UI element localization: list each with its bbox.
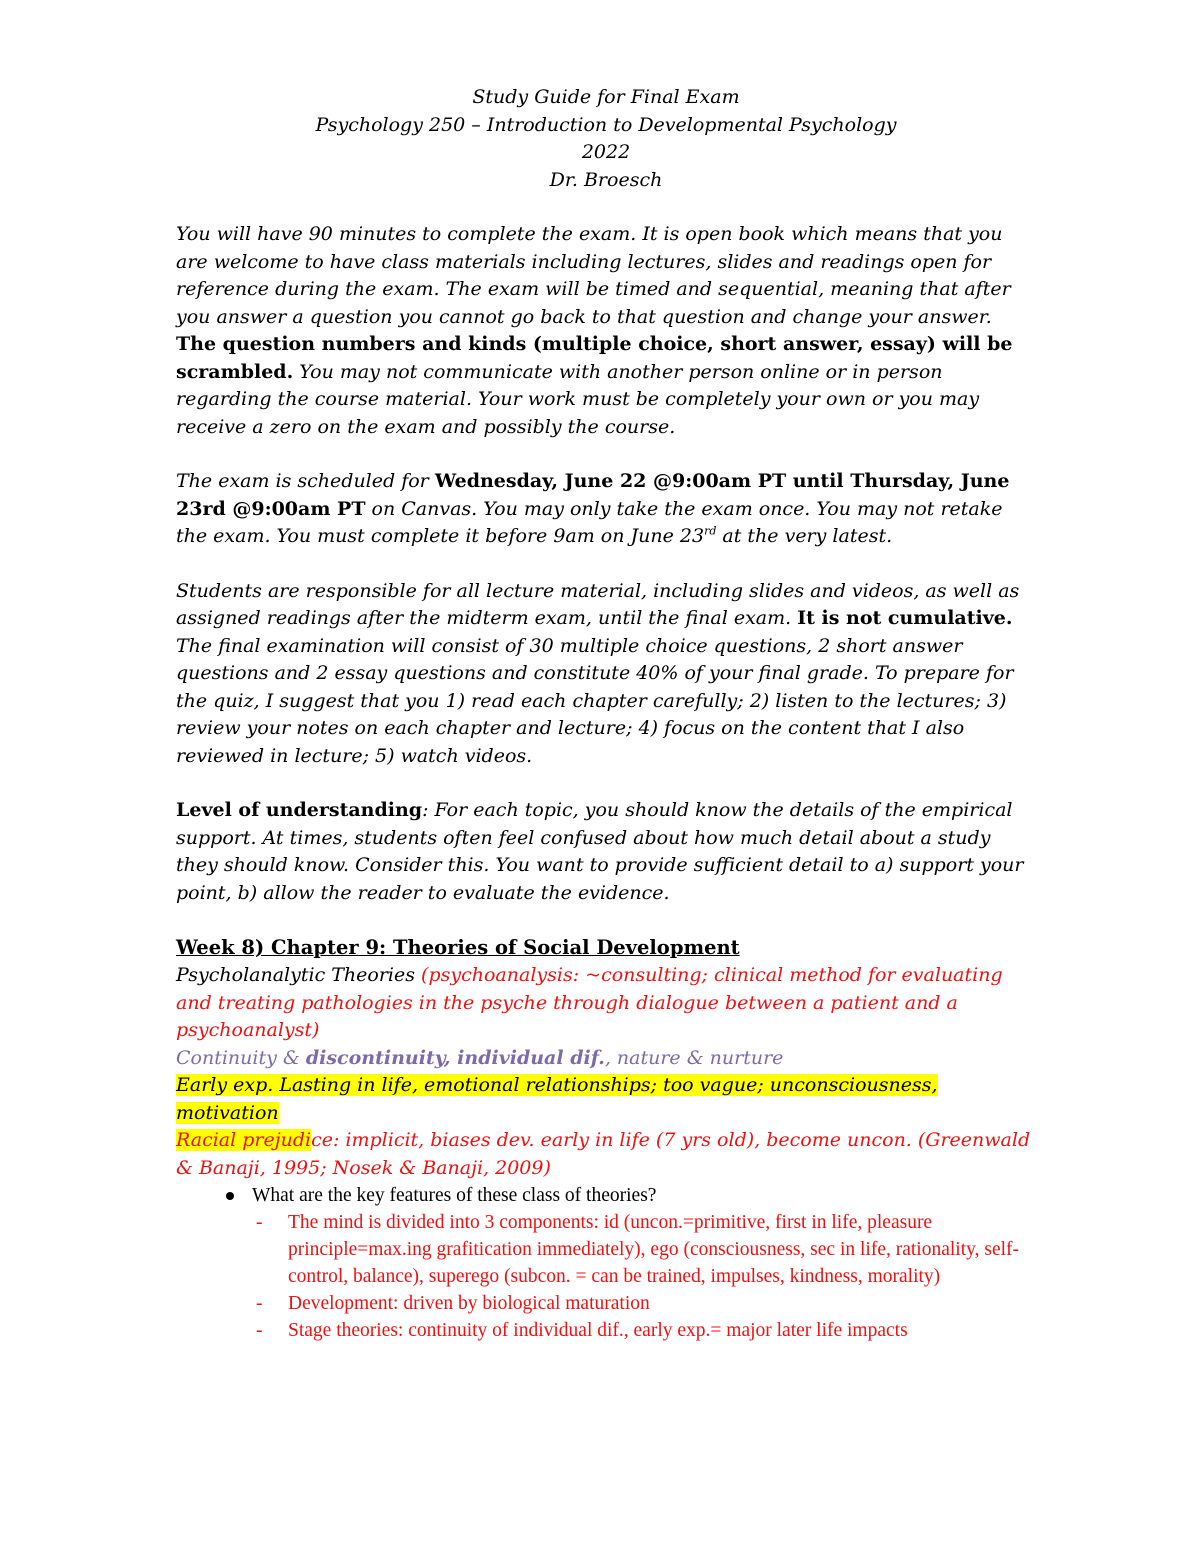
dash-item [176, 1290, 1036, 1317]
schedule-paragraph [176, 468, 1036, 551]
schedule-text-a: The exam is scheduled for [176, 470, 429, 492]
year: 2022 [581, 141, 631, 163]
bullet-dot-icon [226, 1192, 234, 1200]
schedule-text-d: at the very latest. [722, 525, 893, 547]
course-name: Psychology 250 – Introduction to Developmental Psychology [315, 113, 897, 136]
dash-text: Stage theories: continuity of individual dif., early exp.= major later life impacts [288, 1320, 908, 1341]
continuity-line [176, 1045, 1036, 1073]
understanding-text: : For each topic, you should know the details of the empirical support. At times, students often feel confused about how much detail about a study they should know. Consider this. You want to provide sufficient detail to a) support your point, b) allow the reader to evaluate the evidence. [176, 799, 1024, 904]
intro-text-a: You will have 90 minutes to complete the exam. It is open book which means that you are welcome to have class materials including lectures, slides and readings open for reference during the exam. The exam will be timed and sequential, meaning that after you answer a question you cannot go back to that question and change your answer. [176, 223, 1011, 328]
psychoanalytic-line [176, 962, 1036, 1045]
doc-title: Study Guide for Final Exam [472, 86, 740, 108]
early-exp-highlight: Early exp. Lasting in life, emotional relationships; too vague; unconsciousness, motivation [176, 1074, 938, 1124]
responsibility-text-c: The final examination will consist of 30 multiple choice questions, 2 short answer questions and 2 essay questions and constitute 40% of your final grade. To prepare for the quiz, I suggest that you 1) read each chapter carefully; 2) listen to the lectures; 3) review your notes on each chapter and lecture; 4) focus on the content that I also reviewed in lecture; 5) watch videos. [176, 634, 1014, 767]
continuity-c: , nature & nurture [604, 1046, 784, 1069]
dash-item [176, 1317, 1036, 1344]
dash-icon: - [256, 1212, 263, 1233]
intro-paragraph [176, 221, 1036, 441]
key-features-list [176, 1182, 1036, 1344]
responsibility-text-a: Students are responsible for all lecture material, including slides and videos, as well as assigned readings after the midterm exam, until the final exam. [176, 579, 1020, 629]
responsibility-paragraph: Students are responsible for all lecture material, including slides and videos, as well as assigned readings after the midterm exam, until the final exam. It is not cumulative. The final examination will consist of 30 multiple choice questions, 2 short answer questions and 2 essay questions and constitute 40% of your final grade. To prepare for the quiz, I suggest that you 1) read each chapter carefully; 2) listen to the lectures; 3) review your notes on each chapter and lecture; 4) focus on the content that I also reviewed in lecture; 5) watch videos. [176, 579, 1020, 767]
dash-text: Development: driven by biological maturation [288, 1293, 650, 1314]
continuity-a: Continuity & [176, 1046, 300, 1069]
psychoanalytic-note: (psychoanalysis: ~consulting; clinical method for evaluating and treating pathologies in the psyche through dialogue between a patient and a psychoanalyst) [176, 964, 1003, 1041]
early-exp-line [176, 1072, 1036, 1127]
continuity-b: discontinuity, individual dif. [305, 1046, 605, 1069]
schedule-sup: rd [704, 524, 717, 538]
document-body [176, 84, 1036, 1344]
bullet-text: What are the key features of these class of theories? [252, 1185, 657, 1206]
instructor: Dr. Broesch [549, 168, 663, 191]
racial-prejudice-highlight: Racial prejudi [176, 1129, 312, 1151]
schedule-text-c: on Canvas. You may only take the exam once. You may not retake the exam. You must complete it before 9am on June 23 [176, 497, 1003, 547]
section-heading-week8: Week 8) Chapter 9: Theories of Social Development [176, 936, 740, 959]
dash-icon: - [256, 1293, 263, 1314]
racial-prejudice-line [176, 1127, 1036, 1182]
dash-text: The mind is divided into 3 components: id (uncon.=primitive, first in life, pleasure principle=max.ing grafitication immediately), ego (consciousness, sec in life, rationality, self-control, balance), superego (subcon. = can be trained, impulses, kindness, morality) [288, 1212, 1020, 1287]
intro-text-c: You may not communicate with another person online or in person regarding the course material. Your work must be completely your own or you may receive a zero on the exam and possibly the course. [176, 360, 980, 438]
dash-item [176, 1209, 1036, 1290]
bullet-item [176, 1182, 1036, 1209]
racial-prejudice-text: ce: implicit, biases dev. early in life (7 yrs old), become uncon. (Greenwald & Banaji, 1995; Nosek & Banaji, 2009) [176, 1129, 1031, 1179]
schedule-dates: Wednesday, June 22 @9:00am PT until Thursday, June 23rd @9:00am PT [176, 470, 1010, 520]
title-block [176, 84, 1036, 194]
not-cumulative: It is not cumulative [797, 607, 1006, 629]
understanding-label: Level of understanding [176, 799, 423, 821]
dash-icon: - [256, 1320, 263, 1341]
intro-text-bold: The question numbers and kinds (multiple choice, short answer, essay) will be scrambled. [176, 333, 1013, 383]
psychoanalytic-label: Psycholanalytic Theories [176, 964, 415, 986]
understanding-paragraph [176, 797, 1036, 907]
